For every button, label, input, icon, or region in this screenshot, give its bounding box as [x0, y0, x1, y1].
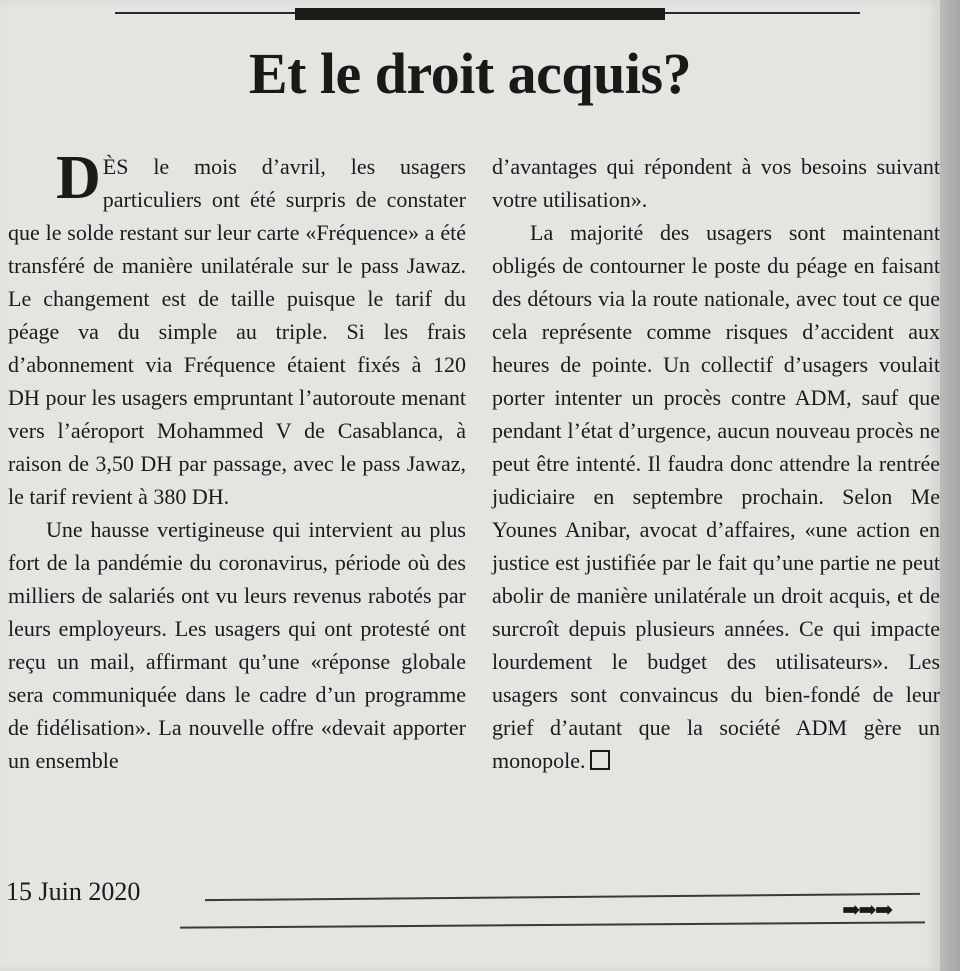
left-paragraph-1-text: ÈS le mois d’avril, les usagers particuliers ont été surpris de constater que le solde restant sur leur carte «Fréquence» a été transféré de manière unilatérale sur le pass Jawaz. Le changement est de taille puisque le tarif du péage va du simple au triple. Si les frais d’abonnement via Fréquence étaient fixés à 120 DH pour les usagers empruntant l’autoroute menant vers l’aéroport Mohammed V de Casablanca, à raison de 3,50 DH par passage, avec le pass Jawaz, le tarif revient à 380 DH. — [8, 154, 466, 509]
left-paragraph-2: Une hausse vertigineuse qui intervient au plus fort de la pandémie du coronavirus, période où des milliers de salariés ont vu leurs revenus rabotés par leurs employeurs. Les usagers qui ont protesté ont reçu un mail, affirmant qu’une «réponse globale sera communiquée dans le cadre d’un programme de fidélisation». La nouvelle offre «devait apporter un ensemble — [8, 517, 466, 773]
right-column — [492, 150, 940, 777]
bottom-rule — [205, 893, 920, 901]
article-headline: Et le droit acquis? — [248, 41, 692, 106]
drop-cap: D — [56, 144, 101, 212]
bottom-rule-lower — [180, 921, 925, 928]
right-paragraph-1: d’avantages qui répondent à vos besoins suivant votre utilisation». — [492, 154, 940, 212]
publication-date: 15 Juin 2020 — [6, 877, 141, 906]
right-paragraph-2-text: La majorité des usagers sont maintenant obligés de contourner le poste du péage en faisant des détours via la route nationale, avec tout ce que cela représente comme risques d’accident aux heures de pointe. Un collectif d’usagers voulait porter intenter un procès contre ADM, sauf que pendant l’état d’urgence, aucun nouveau procès ne peut être intenté. Il faudra donc attendre la rentrée judiciaire en septembre prochain. Selon Me Younes Anibar, avocat d’affaires, «une action en justice est justifiée par le fait qu’une partie ne peut abolir de manière unilatérale un droit acquis, et de surcroît depuis plusieurs années. Ce qui impacte lourdement le budget des utilisateurs». Les usagers sont convaincus du bien-fondé de leur grief d’autant que la société ADM gère un monopole. — [492, 220, 940, 773]
left-column — [8, 144, 466, 777]
page-edge — [940, 0, 960, 971]
left-paragraph-1 — [8, 144, 466, 513]
right-paragraph-2 — [492, 216, 940, 777]
end-square-icon — [590, 750, 610, 770]
top-bar — [295, 8, 665, 20]
arrow-right-icon: ➡➡➡ — [842, 897, 892, 922]
